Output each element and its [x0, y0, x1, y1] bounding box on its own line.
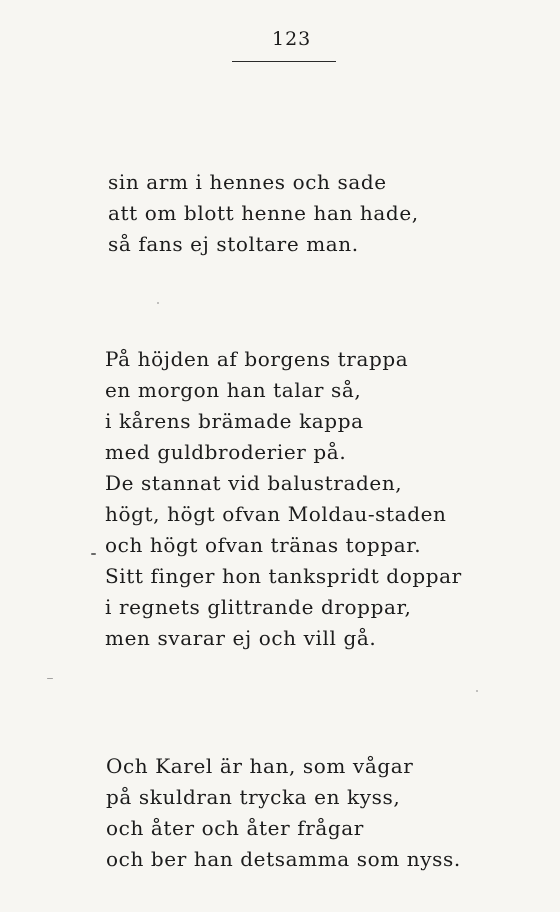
paper-speck	[157, 302, 159, 304]
verse-line: att om blott henne han hade,	[108, 201, 419, 225]
page-number: 123	[272, 28, 312, 50]
verse-line: så fans ej stoltare man.	[108, 232, 359, 256]
stanza-1	[108, 167, 419, 260]
verse-line: De stannat vid balustraden,	[105, 471, 403, 495]
paper-speck	[91, 553, 96, 555]
verse-line: Och Karel är han, som vågar	[106, 754, 414, 778]
stanza-3	[106, 751, 461, 875]
paper-speck	[47, 678, 53, 679]
verse-line: på skuldran trycka en kyss,	[106, 785, 401, 809]
verse-line: med guldbroderier på.	[105, 440, 347, 464]
verse-line: Sitt finger hon tankspridt doppar	[105, 564, 462, 588]
verse-line: högt, högt ofvan Moldau-staden	[105, 502, 447, 526]
verse-line: sin arm i hennes och sade	[108, 170, 387, 194]
verse-line: och åter och åter frågar	[106, 816, 364, 840]
verse-line: i regnets glittrande droppar,	[105, 595, 412, 619]
verse-line: men svarar ej och vill gå.	[105, 626, 377, 650]
verse-line: På höjden af borgens trappa	[105, 347, 409, 371]
header-rule	[232, 61, 336, 62]
verse-line: en morgon han talar så,	[105, 378, 362, 402]
verse-line: i kårens brämade kappa	[105, 409, 364, 433]
verse-line: och högt ofvan tränas toppar.	[105, 533, 422, 557]
stanza-2	[105, 344, 462, 654]
paper-speck	[476, 690, 478, 692]
verse-line: och ber han detsamma som nyss.	[106, 847, 461, 871]
